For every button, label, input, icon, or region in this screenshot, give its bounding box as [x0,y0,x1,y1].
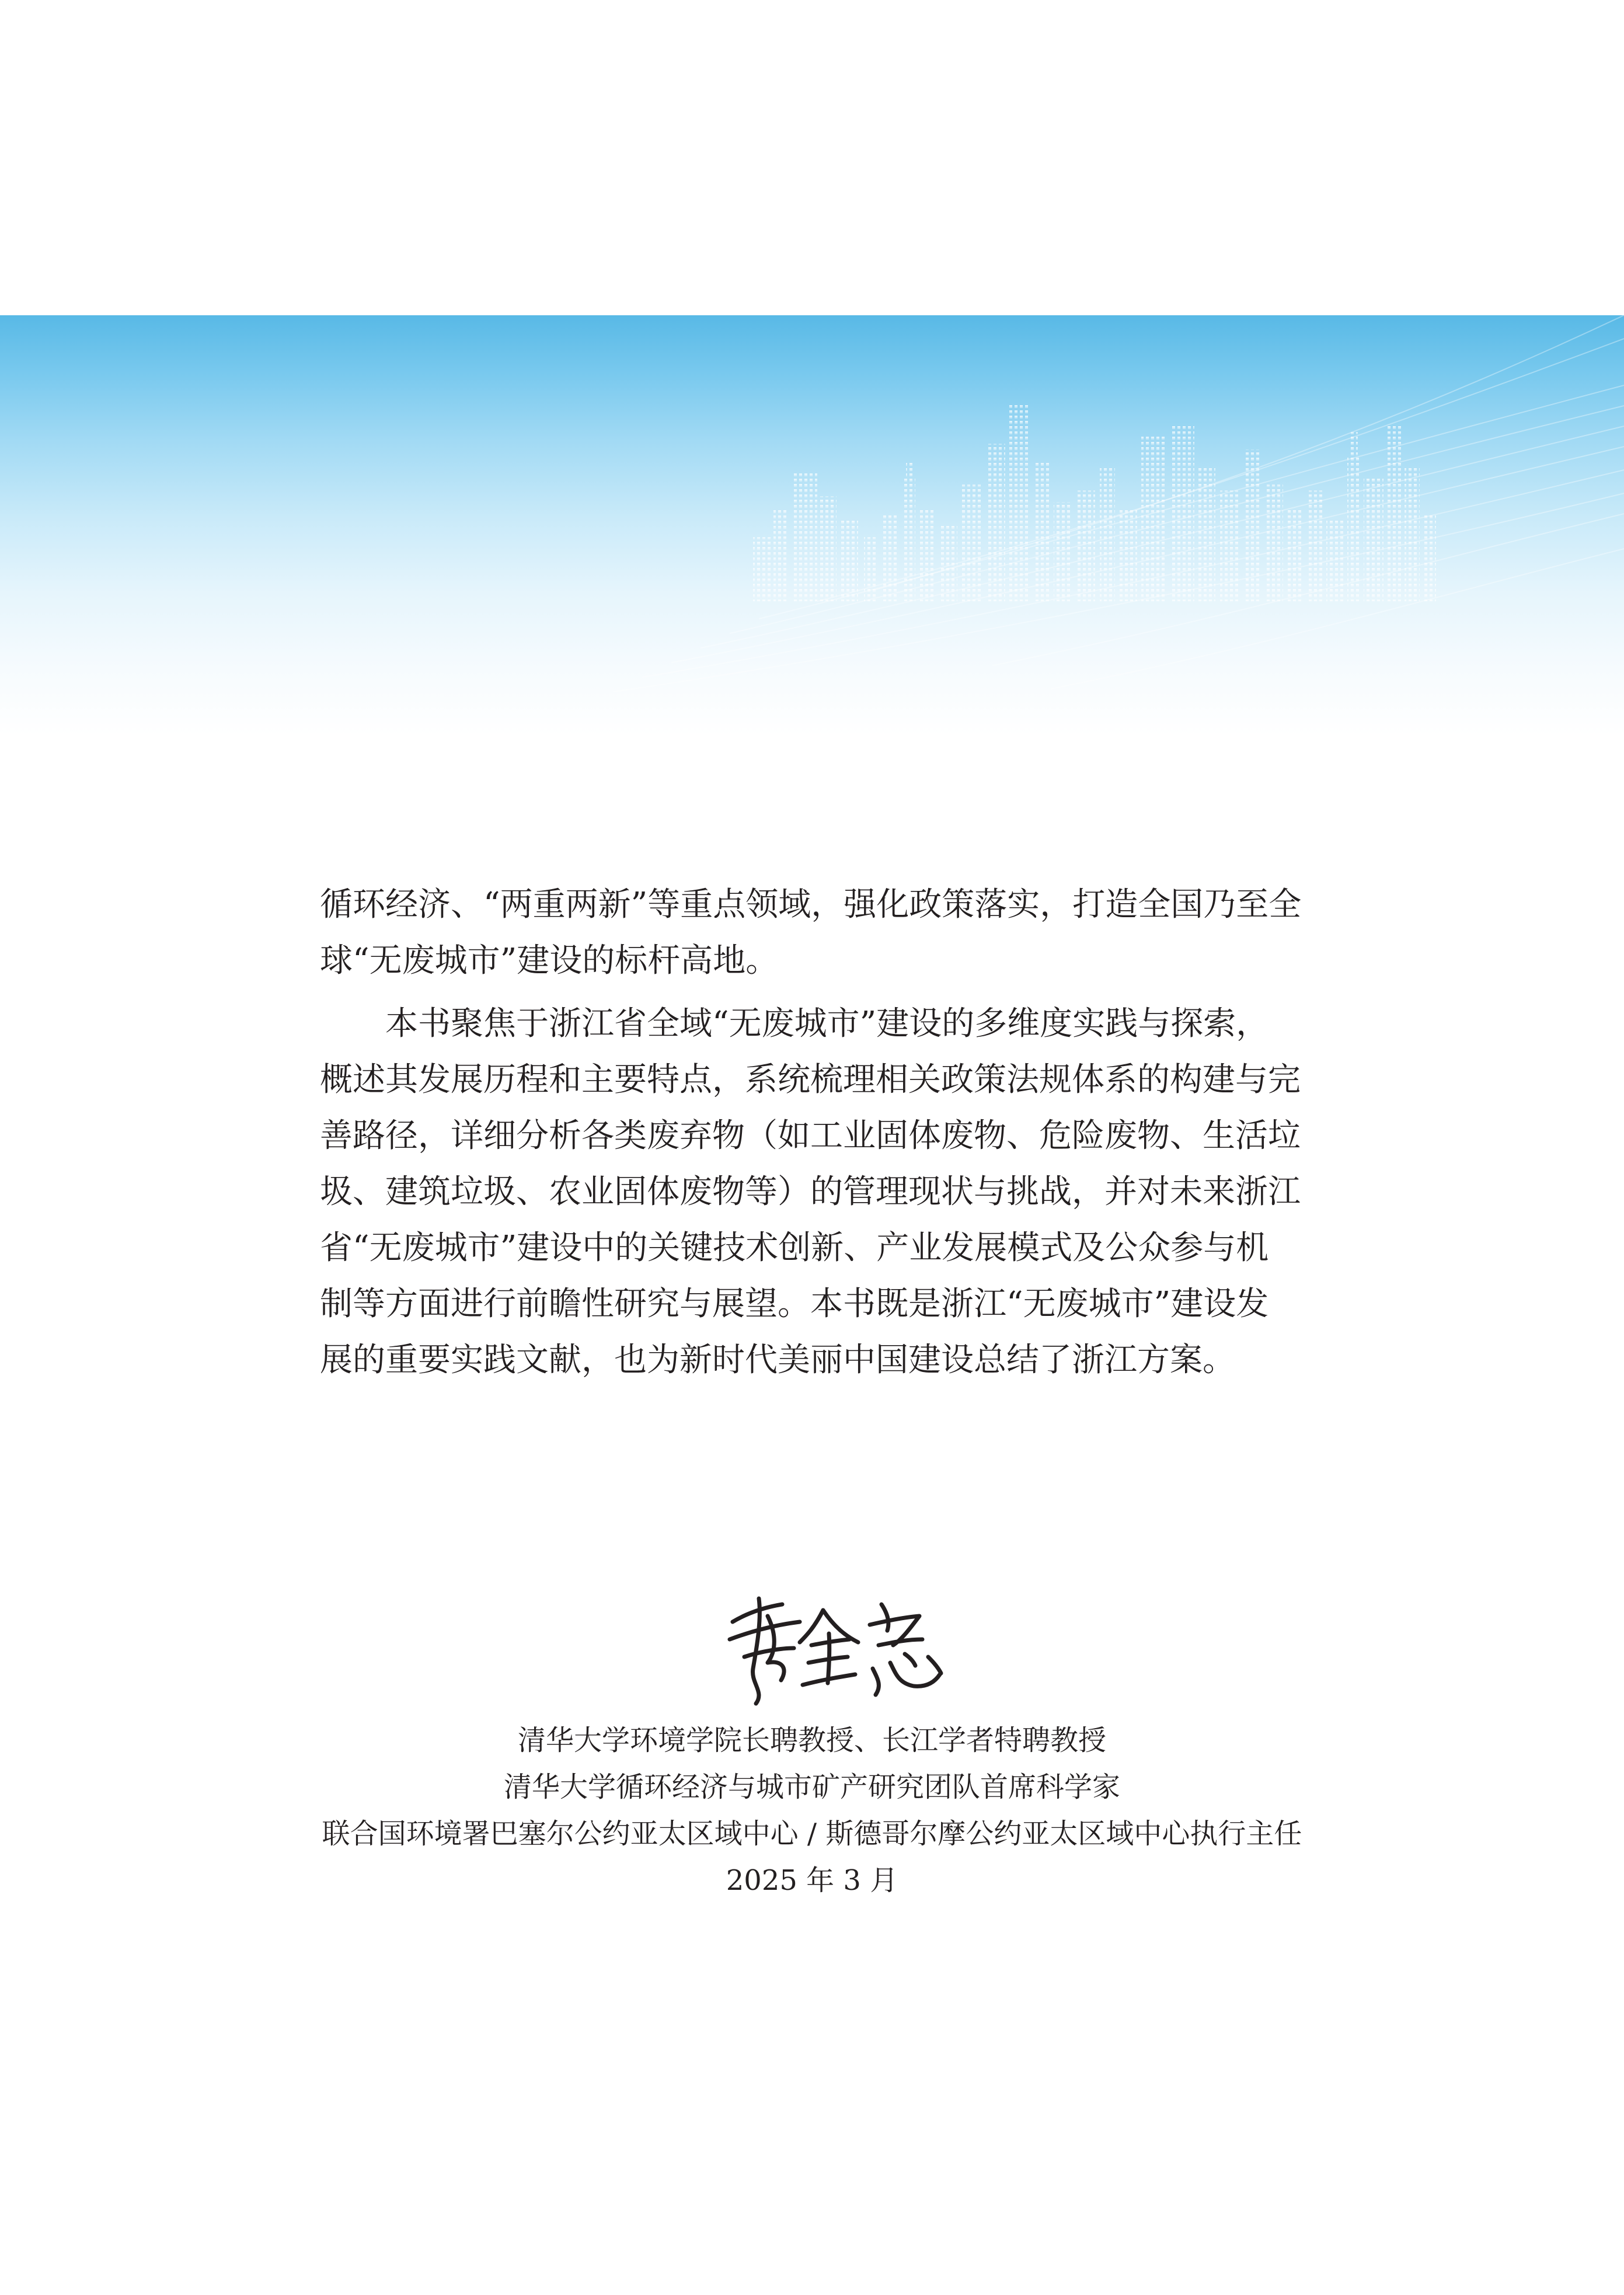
body-line: 概述其发展历程和主要特点，系统梳理相关政策法规体系的构建与完 [320,1061,1301,1099]
body-line: 善路径，详细分析各类废弃物（如工业固体废物、危险废物、生活垃 [320,1117,1301,1155]
body-line: 省“无废城市”建设中的关键技术创新、产业发展模式及公众参与机 [320,1229,1269,1267]
handwritten-signature-image [712,1581,957,1715]
date-line: 2025 年 3 月 [726,1864,898,1897]
body-line: 循环经济、“两重两新”等重点领域，强化政策落实，打造全国乃至全 [320,886,1302,924]
skyline-buildings [753,403,1436,601]
body-line: 圾、建筑垃圾、农业固体废物等）的管理现状与挑战，并对未来浙江 [320,1173,1301,1211]
header-banner [0,315,1624,736]
city-skyline-illustration [0,315,1624,736]
body-line: 本书聚焦于浙江省全域“无废城市”建设的多维度实践与探索， [385,1005,1269,1043]
author-affiliation-line: 清华大学循环经济与城市矿产研究团队首席科学家 [503,1771,1120,1803]
wave-lines [613,315,1624,692]
body-line: 球“无废城市”建设的标杆高地。 [320,942,779,980]
author-signature [712,1581,957,1715]
body-line: 制等方面进行前瞻性研究与展望。本书既是浙江“无废城市”建设发 [320,1285,1269,1323]
body-line: 展的重要实践文献，也为新时代美丽中国建设总结了浙江方案。 [320,1341,1235,1379]
author-position-line: 联合国环境署巴塞尔公约亚太区域中心 / 斯德哥尔摩公约亚太区域中心执行主任 [322,1817,1302,1850]
author-title-line: 清华大学环境学院长聘教授、长江学者特聘教授 [517,1724,1106,1757]
